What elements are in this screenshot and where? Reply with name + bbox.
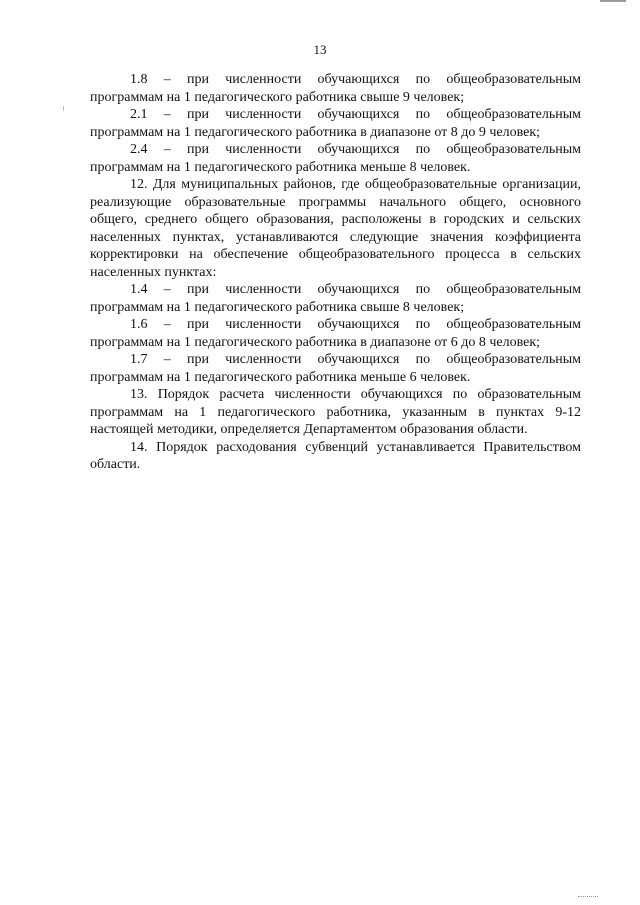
clause-14: 14. Порядок расходования субвенций устанавливается Правительством области.	[90, 439, 581, 472]
clause-13: 13. Порядок расчета численности обучающихся по образовательным программам на 1 педагогического работника, указанным в пунктах 9-12 настоящей методики, определяется Департаментом образования области.	[90, 387, 581, 437]
coefficient-item-2-4: 2.4 – при численности обучающихся по общеобразовательным программам на 1 педагогического работника меньше 8 человек.	[90, 142, 581, 175]
coefficient-item-1-4: 1.4 – при численности обучающихся по общеобразовательным программам на 1 педагогического работника свыше 8 человек;	[90, 282, 581, 315]
scan-margin-mark	[63, 106, 64, 111]
scan-corner-mark	[600, 0, 626, 2]
coefficient-item-1-6: 1.6 – при численности обучающихся по общеобразовательным программам на 1 педагогического работника в диапазоне от 6 до 8 человек;	[90, 317, 581, 350]
coefficient-item-1-7: 1.7 – при численности обучающихся по общеобразовательным программам на 1 педагогического работника меньше 6 человек.	[90, 352, 581, 385]
page-number: 13	[313, 42, 327, 57]
coefficient-item-2-1: 2.1 – при численности обучающихся по общеобразовательным программам на 1 педагогического работника в диапазоне от 8 до 9 человек;	[90, 107, 581, 140]
scan-footer-mark	[578, 896, 598, 899]
clause-12: 12. Для муниципальных районов, где общеобразовательные организации, реализующие образовательные программы начального общего, основного общего, среднего общего образования, расположены в городских и сельских населенных пунктах, устанавливаются следующие значения коэффициента корректировки на обеспечение общеобразовательного процесса в сельских населенных пунктах:	[90, 177, 581, 280]
document-body	[90, 71, 581, 474]
coefficient-item-1-8: 1.8 – при численности обучающихся по общеобразовательным программам на 1 педагогического работника свыше 9 человек;	[90, 72, 581, 105]
